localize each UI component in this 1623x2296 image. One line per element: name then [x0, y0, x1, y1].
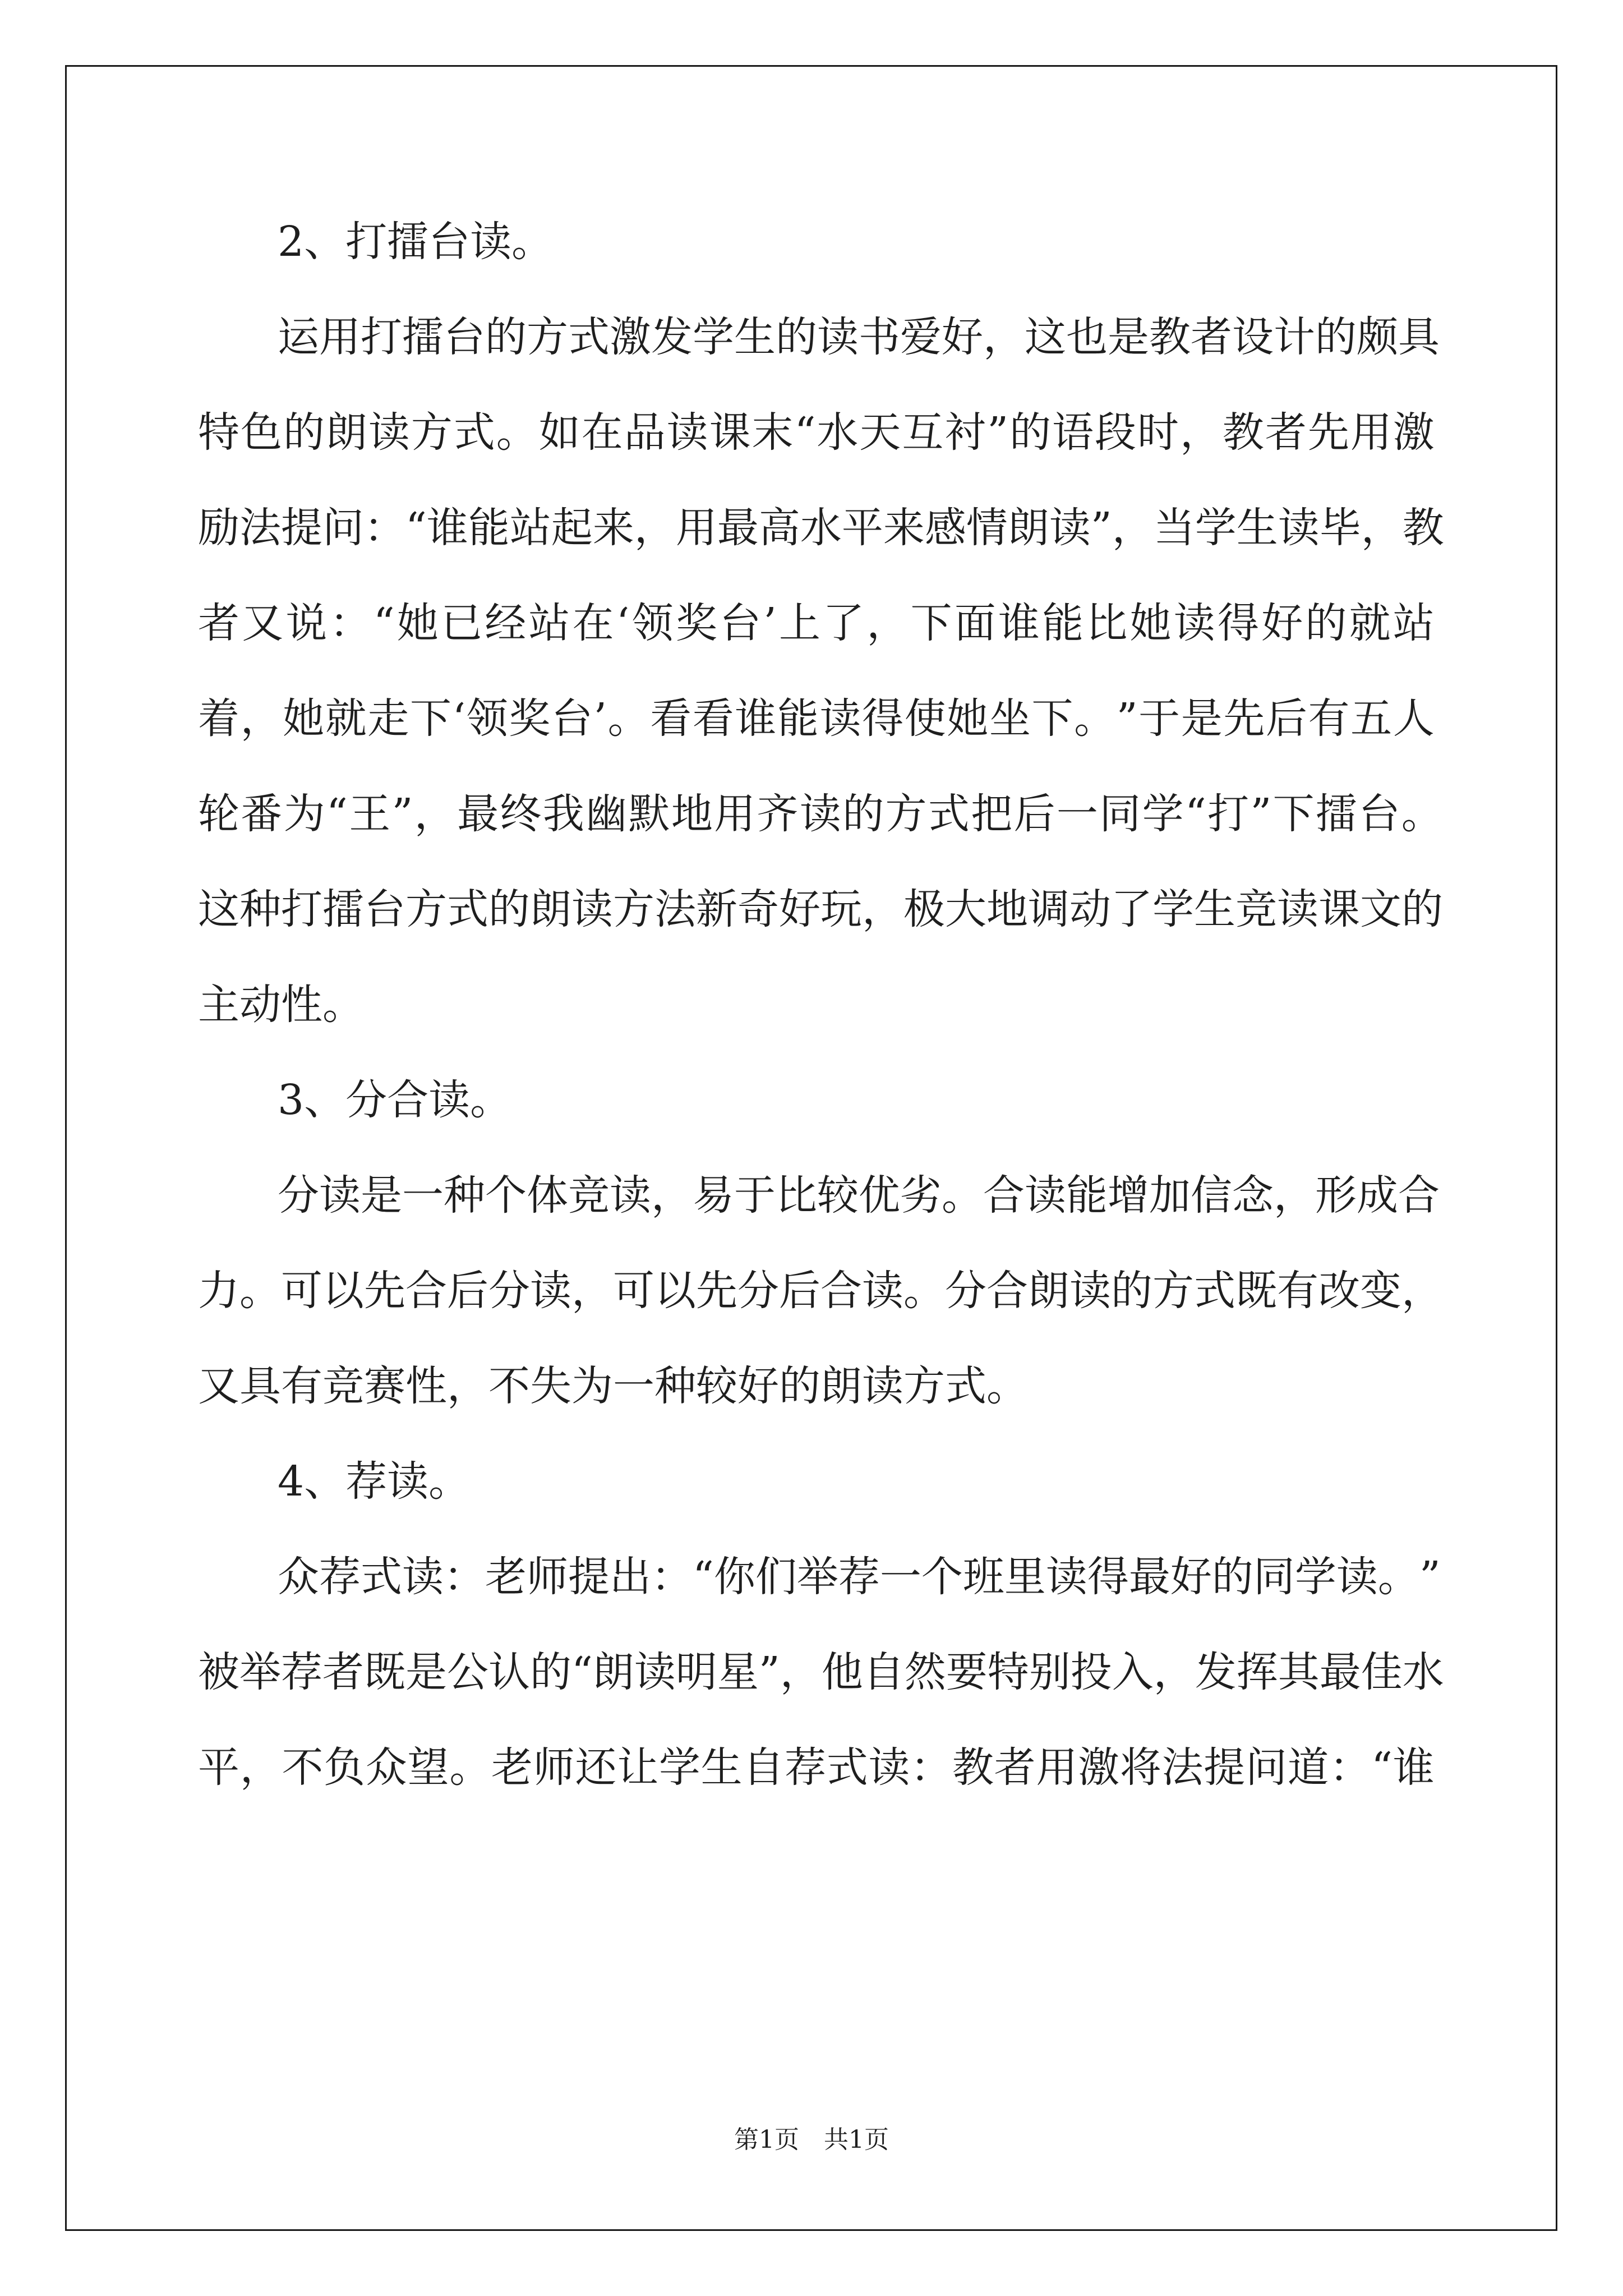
page-border: [65, 65, 1557, 2231]
text-line: 这 种 打 擂 台 方 式 的 朗 读 方 法 新 奇 好 玩 ， 极 大 地 调 动 了 学 生 竞 读 课 文 的: [198, 885, 1443, 933]
text-line: 力 。 可 以 先 合 后 分 读 ， 可 以 先 分 后 合 读 。 分 合 朗 读 的 方 式 既 有 改 变 ，: [198, 1267, 1443, 1315]
text-line: 被 举 荐 者 既 是 公 认 的 “ 朗 读 明 星 ” ， 他 自 然 要 特 别 投 入 ， 发 挥 其 最 佳 水: [198, 1648, 1444, 1696]
text-line: 又具有竞赛性，不失为一种较好的朗读方式。: [198, 1362, 1028, 1410]
page-total: 共1页: [824, 2125, 889, 2154]
text-line: 众 荐 式 读 ： 老 师 提 出 ： “ 你 们 举 荐 一 个 班 里 读 得 最 好 的 同 学 读 。 ”: [278, 1553, 1441, 1601]
page-footer: [0, 2123, 1623, 2157]
text-line: 励 法 提 问 ： “ 谁 能 站 起 来 ， 用 最 高 水 平 来 感 情 朗 读 ” ， 当 学 生 读 毕 ， 教: [198, 504, 1444, 552]
page-number: 第1页: [734, 2125, 799, 2154]
text-line: 平 ， 不 负 众 望 。 老 师 还 让 学 生 自 荐 式 读 ： 教 者 用 激 将 法 提 问 道 ： “ 谁: [198, 1743, 1435, 1792]
text-line: 轮 番 为 “ 王 ” ， 最 终 我 幽 默 地 用 齐 读 的 方 式 把 后 一 同 学 “ 打 ” 下 擂 台 。: [198, 790, 1443, 838]
text-line: 着 ， 她 就 走 下 ‘ 领 奖 台 ’ 。 看 看 谁 能 读 得 使 她 坐 下 。 ” 于 是 先 后 有 五 人: [198, 694, 1435, 743]
heading-line: 4、荐读。: [278, 1457, 471, 1506]
text-line: 运 用 打 擂 台 的 方 式 激 发 学 生 的 读 书 爱 好 ， 这 也 是 教 者 设 计 的 颇 具: [278, 313, 1440, 361]
text-line: 特 色 的 朗 读 方 式 。 如 在 品 读 课 末 “ 水 天 互 衬 ” 的 语 段 时 ， 教 者 先 用 激: [198, 408, 1435, 457]
text-line: 主动性。: [198, 981, 364, 1029]
heading-line: 2、打擂台读。: [278, 218, 554, 266]
text-line: 分 读 是 一 种 个 体 竞 读 ， 易 于 比 较 优 劣 。 合 读 能 增 加 信 念 ， 形 成 合: [278, 1171, 1440, 1220]
heading-line: 3、分合读。: [278, 1076, 512, 1124]
text-line: 者 又 说 ： “ 她 已 经 站 在 ‘ 领 奖 台 ’ 上 了 ， 下 面 谁 能 比 她 读 得 好 的 就 站: [198, 599, 1435, 647]
